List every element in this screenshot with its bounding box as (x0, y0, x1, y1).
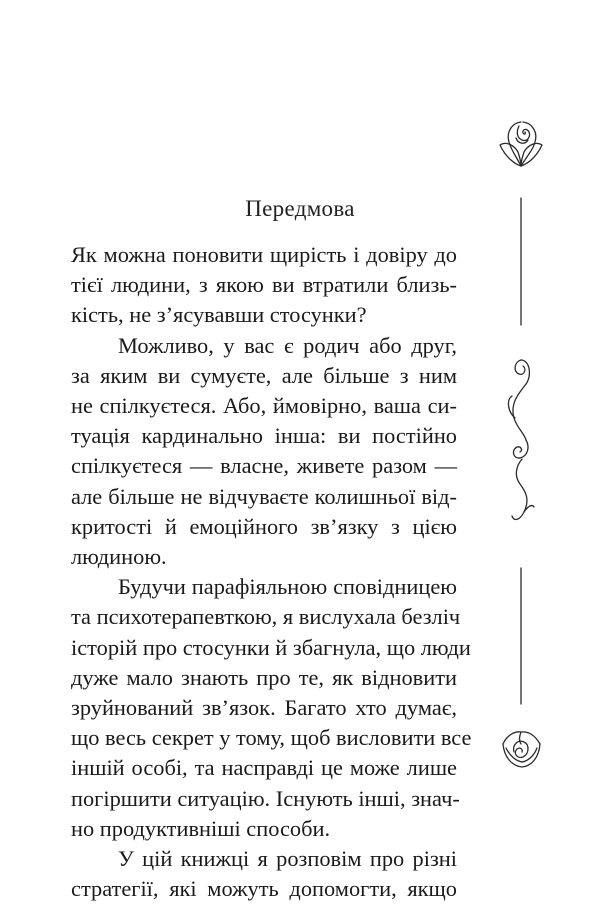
text-line: стратегії, які можуть допомогти, якщо (71, 876, 457, 902)
text-line: але більше не відчуваєте колишньої від- (71, 483, 457, 509)
spiral-vine-icon (508, 360, 534, 519)
text-line: не спілкуєтеся. Або, ймовірно, ваша си- (71, 393, 457, 419)
text-line: та психотерапевткою, я вислухала безліч (71, 604, 461, 630)
paragraph-3 (71, 572, 472, 844)
text-line: Можливо, у вас є родич або друг, (118, 332, 457, 358)
paragraph-2 (71, 331, 457, 573)
text-line: іншій особі, та насправді це може лише (71, 755, 457, 781)
text-line: Як можна поновити щирість і довіру до (71, 242, 457, 267)
text-line: но продуктивніші способи. (71, 815, 331, 841)
text-line: критості й емоційного зв’язку з цією (71, 513, 457, 539)
text-line: тієї людини, з якою ви втратили близь- (71, 272, 457, 298)
text-line: історій про стосунки й збагнула, що люди (71, 634, 471, 660)
page-title: Передмова (245, 196, 355, 221)
text-line: Будучи парафіяльною сповідницею (118, 574, 457, 600)
text-line: що весь секрет у тому, щоб висловити все (71, 725, 472, 751)
text-line: людиною. (71, 544, 167, 570)
text-line: погіршити ситуацію. Існують інші, знач- (71, 785, 460, 811)
text-line: спілкуєтеся — власне, живете разом — (71, 453, 457, 479)
paragraph-1 (71, 240, 457, 331)
rose-bud-icon (503, 732, 540, 767)
paragraph-4 (71, 844, 457, 904)
body-text (71, 240, 472, 904)
text-line: кість, не з’ясувавши стосунки? (71, 302, 367, 328)
text-line: за яким ви сумуєте, але більше з ним (71, 362, 457, 388)
ornament-column (488, 0, 558, 875)
text-line: дуже мало знають про те, як відновити (71, 664, 457, 690)
text-line: зруйнований зв’язок. Багато хто думає, (71, 695, 457, 721)
text-line: туація кардинально інша: ви постійно (71, 423, 457, 449)
text-line: У цій книжці я розповім про різні (118, 846, 457, 872)
rose-bud-icon (500, 122, 542, 166)
